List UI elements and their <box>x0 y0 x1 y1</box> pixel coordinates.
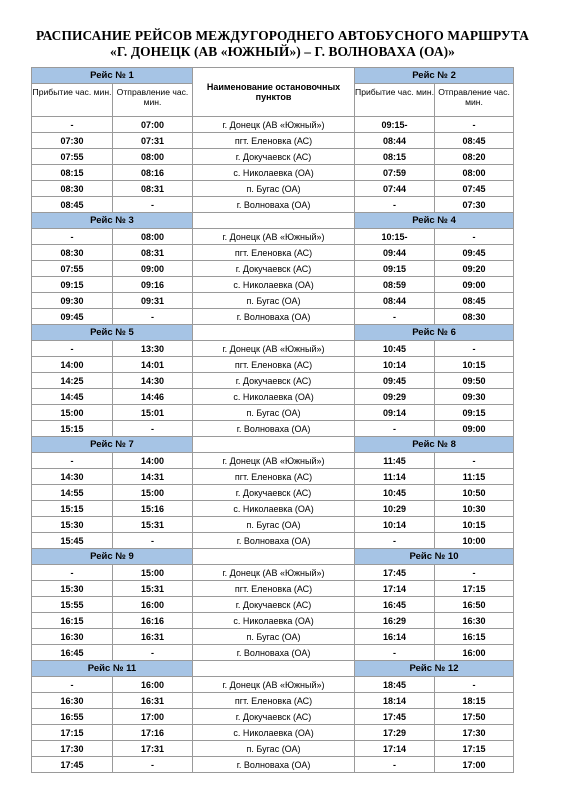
schedule-row <box>32 709 514 725</box>
right-departure-time: 09:00 <box>435 277 514 293</box>
right-arrival-time: 08:44 <box>355 293 435 309</box>
schedule-row <box>32 373 514 389</box>
schedule-row <box>32 645 514 661</box>
document-title <box>0 28 565 60</box>
right-departure-time: 08:45 <box>435 293 514 309</box>
right-departure-time: 16:50 <box>435 597 514 613</box>
right-departure-time: 09:20 <box>435 261 514 277</box>
trip-header-row <box>32 68 514 84</box>
blank-cell <box>193 325 355 341</box>
left-departure-time: 08:31 <box>113 245 193 261</box>
left-arrival-time: - <box>32 453 113 469</box>
left-departure-time: 08:00 <box>113 149 193 165</box>
left-departure-time: 15:00 <box>113 485 193 501</box>
right-arrival-time: - <box>355 645 435 661</box>
stop-name: г. Волноваха (ОА) <box>193 533 355 549</box>
left-arrival-time: - <box>32 565 113 581</box>
schedule-row <box>32 181 514 197</box>
stop-name: пгт. Еленовка (АС) <box>193 693 355 709</box>
stop-name: пгт. Еленовка (АС) <box>193 469 355 485</box>
schedule-row <box>32 757 514 773</box>
schedule-row <box>32 581 514 597</box>
stop-name: г. Докучаевск (АС) <box>193 373 355 389</box>
left-departure-time: 16:16 <box>113 613 193 629</box>
schedule-row <box>32 469 514 485</box>
stop-name: г. Докучаевск (АС) <box>193 485 355 501</box>
stop-name: г. Волноваха (ОА) <box>193 645 355 661</box>
stop-name: п. Бугас (ОА) <box>193 517 355 533</box>
schedule-row <box>32 533 514 549</box>
schedule-row <box>32 341 514 357</box>
title-line-1: РАСПИСАНИЕ РЕЙСОВ МЕЖДУГОРОДНЕГО АВТОБУСНОГО МАРШРУТА <box>36 28 529 43</box>
schedule-row <box>32 629 514 645</box>
left-arrival-time: 16:30 <box>32 693 113 709</box>
schedule-row <box>32 597 514 613</box>
left-arrival-time: 08:30 <box>32 245 113 261</box>
schedule-row <box>32 117 514 133</box>
left-arrival-time: 14:25 <box>32 373 113 389</box>
schedule-row <box>32 261 514 277</box>
right-departure-time: 10:50 <box>435 485 514 501</box>
schedule-row <box>32 133 514 149</box>
right-departure-time: 07:30 <box>435 197 514 213</box>
left-arrival-time: - <box>32 229 113 245</box>
left-departure-time: 16:31 <box>113 629 193 645</box>
schedule-row <box>32 741 514 757</box>
left-arrival-time: 08:30 <box>32 181 113 197</box>
schedule-row <box>32 405 514 421</box>
schedule-row <box>32 485 514 501</box>
right-departure-time: - <box>435 453 514 469</box>
schedule-row <box>32 229 514 245</box>
right-arrival-time: 16:29 <box>355 613 435 629</box>
schedule-row <box>32 693 514 709</box>
left-arrival-time: 07:55 <box>32 261 113 277</box>
right-arrival-time: - <box>355 757 435 773</box>
right-departure-time: 10:15 <box>435 517 514 533</box>
left-arrival-time: 07:30 <box>32 133 113 149</box>
right-arrival-time: 09:15 <box>355 261 435 277</box>
right-departure-time: 11:15 <box>435 469 514 485</box>
left-arrival-time: - <box>32 117 113 133</box>
right-departure-time: 08:45 <box>435 133 514 149</box>
left-arrival-time: - <box>32 677 113 693</box>
left-departure-time: 16:31 <box>113 693 193 709</box>
left-departure-time: 16:00 <box>113 597 193 613</box>
left-departure-time: 09:31 <box>113 293 193 309</box>
stop-name: г. Докучаевск (АС) <box>193 709 355 725</box>
left-arrival-time: 14:30 <box>32 469 113 485</box>
right-departure-time: 10:00 <box>435 533 514 549</box>
left-arrival-time: 15:45 <box>32 533 113 549</box>
right-departure-time: - <box>435 565 514 581</box>
left-arrival-time: 16:55 <box>32 709 113 725</box>
right-arrival-time: 10:15- <box>355 229 435 245</box>
left-arrival-time: 15:30 <box>32 581 113 597</box>
schedule-row <box>32 565 514 581</box>
right-arrival-time: 07:44 <box>355 181 435 197</box>
right-arrival-time: 08:44 <box>355 133 435 149</box>
stop-name: г. Донецк (АВ «Южный») <box>193 117 355 133</box>
left-arrival-time: 08:45 <box>32 197 113 213</box>
trip-right-title: Рейс № 4 <box>355 213 514 229</box>
left-arrival-time: 17:30 <box>32 741 113 757</box>
right-arrival-time: 17:45 <box>355 709 435 725</box>
right-departure-time: 08:20 <box>435 149 514 165</box>
trip-header-row <box>32 325 514 341</box>
right-departure-time: 10:15 <box>435 357 514 373</box>
blank-cell <box>193 437 355 453</box>
left-departure-time: - <box>113 757 193 773</box>
right-arrival-time: - <box>355 533 435 549</box>
left-departure-time: 07:00 <box>113 117 193 133</box>
left-arrival-time: 15:00 <box>32 405 113 421</box>
trip-left-title: Рейс № 5 <box>32 325 193 341</box>
left-departure-time: 14:00 <box>113 453 193 469</box>
left-departure-time: 08:16 <box>113 165 193 181</box>
stop-name: п. Бугас (ОА) <box>193 405 355 421</box>
right-departure-time: 09:45 <box>435 245 514 261</box>
schedule-table <box>31 67 514 773</box>
arrival-header: Прибытие час. мин. <box>355 84 435 117</box>
right-departure-time: - <box>435 117 514 133</box>
right-arrival-time: 10:29 <box>355 501 435 517</box>
schedule-body <box>32 68 514 773</box>
stop-name: п. Бугас (ОА) <box>193 741 355 757</box>
schedule-row <box>32 501 514 517</box>
left-arrival-time: 16:30 <box>32 629 113 645</box>
left-arrival-time: 17:45 <box>32 757 113 773</box>
right-departure-time: 16:15 <box>435 629 514 645</box>
stops-column-header: Наименование остановочных пунктов <box>193 68 355 117</box>
left-arrival-time: 14:55 <box>32 485 113 501</box>
right-arrival-time: - <box>355 309 435 325</box>
left-departure-time: 08:31 <box>113 181 193 197</box>
right-departure-time: 08:30 <box>435 309 514 325</box>
right-arrival-time: 17:29 <box>355 725 435 741</box>
right-departure-time: 17:00 <box>435 757 514 773</box>
right-arrival-time: 10:45 <box>355 485 435 501</box>
schedule-row <box>32 389 514 405</box>
title-line-2: «Г. ДОНЕЦК (АВ «ЮЖНЫЙ») – Г. ВОЛНОВАХА (ОА)» <box>110 44 455 59</box>
left-departure-time: 14:46 <box>113 389 193 405</box>
departure-header: Отправление час. мин. <box>435 84 514 117</box>
right-departure-time: 16:00 <box>435 645 514 661</box>
left-departure-time: 14:31 <box>113 469 193 485</box>
left-departure-time: 16:00 <box>113 677 193 693</box>
left-arrival-time: 15:55 <box>32 597 113 613</box>
trip-header-row <box>32 213 514 229</box>
schedule-row <box>32 165 514 181</box>
left-arrival-time: - <box>32 341 113 357</box>
right-departure-time: 10:30 <box>435 501 514 517</box>
left-arrival-time: 14:00 <box>32 357 113 373</box>
stop-name: пгт. Еленовка (АС) <box>193 581 355 597</box>
right-arrival-time: 08:59 <box>355 277 435 293</box>
stop-name: г. Донецк (АВ «Южный») <box>193 341 355 357</box>
right-arrival-time: - <box>355 197 435 213</box>
right-departure-time: 07:45 <box>435 181 514 197</box>
stop-name: г. Донецк (АВ «Южный») <box>193 565 355 581</box>
left-arrival-time: 17:15 <box>32 725 113 741</box>
blank-cell <box>193 661 355 677</box>
stop-name: г. Донецк (АВ «Южный») <box>193 677 355 693</box>
right-arrival-time: 08:15 <box>355 149 435 165</box>
left-arrival-time: 16:15 <box>32 613 113 629</box>
right-arrival-time: 10:14 <box>355 357 435 373</box>
right-arrival-time: 11:45 <box>355 453 435 469</box>
right-departure-time: 08:00 <box>435 165 514 181</box>
stop-name: с. Николаевка (ОА) <box>193 277 355 293</box>
stop-name: г. Волноваха (ОА) <box>193 757 355 773</box>
left-arrival-time: 14:45 <box>32 389 113 405</box>
right-departure-time: 17:15 <box>435 741 514 757</box>
stop-name: г. Докучаевск (АС) <box>193 149 355 165</box>
left-departure-time: 15:01 <box>113 405 193 421</box>
left-departure-time: 15:31 <box>113 517 193 533</box>
trip-left-title: Рейс № 9 <box>32 549 193 565</box>
right-arrival-time: 17:14 <box>355 581 435 597</box>
schedule-row <box>32 725 514 741</box>
left-departure-time: 17:00 <box>113 709 193 725</box>
stop-name: г. Волноваха (ОА) <box>193 421 355 437</box>
schedule-row <box>32 613 514 629</box>
left-departure-time: - <box>113 421 193 437</box>
left-arrival-time: 09:15 <box>32 277 113 293</box>
left-arrival-time: 09:45 <box>32 309 113 325</box>
right-arrival-time: 16:45 <box>355 597 435 613</box>
left-departure-time: 08:00 <box>113 229 193 245</box>
trip-right-title: Рейс № 6 <box>355 325 514 341</box>
stop-name: г. Волноваха (ОА) <box>193 197 355 213</box>
trip-header-row <box>32 661 514 677</box>
trip-left-title: Рейс № 7 <box>32 437 193 453</box>
right-arrival-time: 17:14 <box>355 741 435 757</box>
stop-name: пгт. Еленовка (АС) <box>193 357 355 373</box>
stop-name: п. Бугас (ОА) <box>193 181 355 197</box>
left-departure-time: - <box>113 309 193 325</box>
trip-left-title: Рейс № 3 <box>32 213 193 229</box>
left-departure-time: 09:00 <box>113 261 193 277</box>
left-departure-time: 14:30 <box>113 373 193 389</box>
left-arrival-time: 07:55 <box>32 149 113 165</box>
schedule-row <box>32 293 514 309</box>
right-arrival-time: 10:45 <box>355 341 435 357</box>
right-departure-time: - <box>435 341 514 357</box>
left-arrival-time: 15:30 <box>32 517 113 533</box>
left-departure-time: 17:31 <box>113 741 193 757</box>
left-arrival-time: 08:15 <box>32 165 113 181</box>
trip-left-title: Рейс № 11 <box>32 661 193 677</box>
schedule-row <box>32 357 514 373</box>
left-departure-time: 15:00 <box>113 565 193 581</box>
stop-name: с. Николаевка (ОА) <box>193 389 355 405</box>
right-arrival-time: 18:14 <box>355 693 435 709</box>
right-arrival-time: 18:45 <box>355 677 435 693</box>
stop-name: г. Волноваха (ОА) <box>193 309 355 325</box>
right-arrival-time: 09:44 <box>355 245 435 261</box>
trip-header-row <box>32 437 514 453</box>
stop-name: п. Бугас (ОА) <box>193 293 355 309</box>
stop-name: пгт. Еленовка (АС) <box>193 245 355 261</box>
trip-left-title: Рейс № 1 <box>32 68 193 84</box>
right-departure-time: 16:30 <box>435 613 514 629</box>
right-departure-time: - <box>435 229 514 245</box>
right-arrival-time: 09:45 <box>355 373 435 389</box>
trip-right-title: Рейс № 12 <box>355 661 514 677</box>
trip-right-title: Рейс № 8 <box>355 437 514 453</box>
schedule-row <box>32 197 514 213</box>
right-departure-time: 09:50 <box>435 373 514 389</box>
stop-name: г. Докучаевск (АС) <box>193 261 355 277</box>
left-arrival-time: 09:30 <box>32 293 113 309</box>
right-departure-time: 17:50 <box>435 709 514 725</box>
left-departure-time: - <box>113 645 193 661</box>
blank-cell <box>193 213 355 229</box>
right-arrival-time: - <box>355 421 435 437</box>
stop-name: г. Донецк (АВ «Южный») <box>193 453 355 469</box>
trip-right-title: Рейс № 2 <box>355 68 514 84</box>
right-arrival-time: 10:14 <box>355 517 435 533</box>
right-arrival-time: 09:15- <box>355 117 435 133</box>
right-arrival-time: 16:14 <box>355 629 435 645</box>
left-arrival-time: 15:15 <box>32 501 113 517</box>
right-departure-time: 09:15 <box>435 405 514 421</box>
stop-name: пгт. Еленовка (АС) <box>193 133 355 149</box>
schedule-row <box>32 277 514 293</box>
schedule-row <box>32 421 514 437</box>
left-departure-time: 15:16 <box>113 501 193 517</box>
right-arrival-time: 09:29 <box>355 389 435 405</box>
stop-name: п. Бугас (ОА) <box>193 629 355 645</box>
stop-name: г. Докучаевск (АС) <box>193 597 355 613</box>
left-arrival-time: 16:45 <box>32 645 113 661</box>
schedule-row <box>32 677 514 693</box>
schedule-row <box>32 245 514 261</box>
left-departure-time: - <box>113 533 193 549</box>
schedule-row <box>32 453 514 469</box>
right-departure-time: 17:30 <box>435 725 514 741</box>
right-arrival-time: 11:14 <box>355 469 435 485</box>
right-departure-time: 09:00 <box>435 421 514 437</box>
left-departure-time: 15:31 <box>113 581 193 597</box>
right-departure-time: 18:15 <box>435 693 514 709</box>
left-departure-time: 13:30 <box>113 341 193 357</box>
schedule-row <box>32 309 514 325</box>
stop-name: с. Николаевка (ОА) <box>193 165 355 181</box>
left-departure-time: - <box>113 197 193 213</box>
left-arrival-time: 15:15 <box>32 421 113 437</box>
trip-header-row <box>32 549 514 565</box>
right-departure-time: 09:30 <box>435 389 514 405</box>
left-departure-time: 17:16 <box>113 725 193 741</box>
right-arrival-time: 07:59 <box>355 165 435 181</box>
left-departure-time: 07:31 <box>113 133 193 149</box>
stop-name: с. Николаевка (ОА) <box>193 501 355 517</box>
trip-right-title: Рейс № 10 <box>355 549 514 565</box>
arrival-header: Прибытие час. мин. <box>32 84 113 117</box>
left-departure-time: 14:01 <box>113 357 193 373</box>
schedule-row <box>32 149 514 165</box>
right-departure-time: - <box>435 677 514 693</box>
right-arrival-time: 17:45 <box>355 565 435 581</box>
blank-cell <box>193 549 355 565</box>
departure-header: Отправление час. мин. <box>113 84 193 117</box>
schedule-row <box>32 517 514 533</box>
stop-name: с. Николаевка (ОА) <box>193 725 355 741</box>
stop-name: с. Николаевка (ОА) <box>193 613 355 629</box>
right-departure-time: 17:15 <box>435 581 514 597</box>
right-arrival-time: 09:14 <box>355 405 435 421</box>
left-departure-time: 09:16 <box>113 277 193 293</box>
stop-name: г. Донецк (АВ «Южный») <box>193 229 355 245</box>
